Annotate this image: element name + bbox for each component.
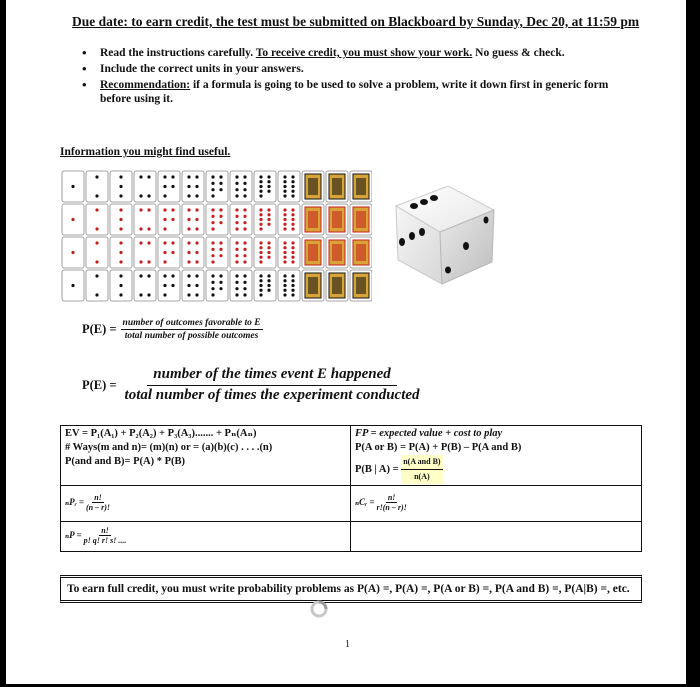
formula-cell-permutation xyxy=(61,486,351,522)
formula-cell-left-top xyxy=(61,426,351,486)
instruction-item-recommendation xyxy=(82,78,612,106)
pe2-fraction xyxy=(125,366,420,404)
instruction-item-units: • Include the correct units in your answers. xyxy=(82,62,612,76)
fair-price-formula: FP = expected value + cost to play xyxy=(355,428,503,439)
permutation-lhs: ₙPᵣ = xyxy=(65,497,85,507)
combination-denominator: r!(n – r)! xyxy=(376,503,407,512)
conditional-fraction xyxy=(401,455,442,484)
permutation-denominator: (n – r)! xyxy=(86,503,111,512)
combination-lhs: ₙCᵣ = xyxy=(355,497,375,507)
deck-of-cards-image xyxy=(60,170,372,302)
pe2-denominator: total number of times the experiment conducted xyxy=(124,387,420,403)
formula-cell-empty xyxy=(351,522,642,552)
conditional-denominator: n(A) xyxy=(414,472,430,481)
permutation-fraction xyxy=(86,493,110,512)
die-icon xyxy=(388,180,500,292)
full-credit-note: To earn full credit, you must write probability problems as P(A) =, P(A) =, P(A or B) =, P(A and B) =, P(A|B) =, etc. xyxy=(60,575,642,603)
pe1-numerator: number of outcomes favorable to E xyxy=(122,318,261,328)
and-probability-formula: P(and and B)= P(A) * P(B) xyxy=(65,456,186,467)
due-date-notice: Due date: to earn credit, the test must be submitted on Blackboard by Sunday, Dec 20, at 11:59 pm xyxy=(72,14,640,29)
expected-value-formula: EV = P₁(A₁) + P₂(A₂) + P₃(A₃)....... + Pₙ(Aₙ) xyxy=(65,428,257,439)
page-edge-left xyxy=(0,0,6,687)
or-probability-formula: P(A or B) = P(A) + P(B) – P(A and B) xyxy=(355,442,522,453)
recommendation-text: if a formula is going to be used to solve a problem, write it down first in generic form before using it. xyxy=(100,79,609,105)
pe1-fraction xyxy=(121,318,263,341)
distinguishable-permutation-formula xyxy=(65,523,346,545)
pe2-numerator: number of the times event E happened xyxy=(147,366,397,386)
instruction-read-text: Read the instructions carefully. xyxy=(100,47,256,59)
page-edge-right xyxy=(686,0,700,687)
distinguishable-fraction xyxy=(84,526,127,545)
instruction-no-guess: No guess & check. xyxy=(472,47,565,59)
formula-cell-combination xyxy=(351,486,642,522)
recommendation-label: Recommendation: xyxy=(100,79,191,91)
permutation-numerator: n! xyxy=(94,493,102,502)
pe1-lhs: P(E) = xyxy=(82,322,117,336)
formula-cell-distinguishable-permutation xyxy=(61,522,351,552)
formula-probability-empirical xyxy=(82,366,420,404)
distinguishable-lhs: ₙP = xyxy=(65,530,82,540)
instruction-list xyxy=(82,46,612,108)
combination-fraction xyxy=(377,493,407,512)
conditional-lhs: P(B | A) = xyxy=(355,463,399,475)
instruction-item-read xyxy=(82,46,612,60)
counting-ways-formula: # Ways(m and n)= (m)(n) or = (a)(b)(c) . . . .(n) xyxy=(65,442,273,453)
combination-numerator: n! xyxy=(387,493,396,502)
page-number: 1 xyxy=(345,639,350,650)
instruction-show-work: To receive credit, you must show your work. xyxy=(255,47,473,59)
permutation-formula xyxy=(65,487,346,512)
distinguishable-denominator: p! q! r! s! .... xyxy=(83,536,127,545)
distinguishable-numerator: n! xyxy=(101,526,109,535)
info-heading: Information you might find useful. xyxy=(60,146,231,158)
conditional-probability-formula xyxy=(355,455,637,484)
pe1-denominator: total number of possible outcomes xyxy=(124,331,259,341)
formula-table xyxy=(60,425,642,552)
combination-formula xyxy=(355,487,637,512)
pe2-lhs: P(E) = xyxy=(82,377,117,392)
conditional-numerator: n(A and B) xyxy=(401,455,442,470)
loading-spinner-icon xyxy=(308,598,330,620)
formula-cell-right-top xyxy=(351,426,642,486)
formula-probability-theoretical xyxy=(82,318,263,341)
